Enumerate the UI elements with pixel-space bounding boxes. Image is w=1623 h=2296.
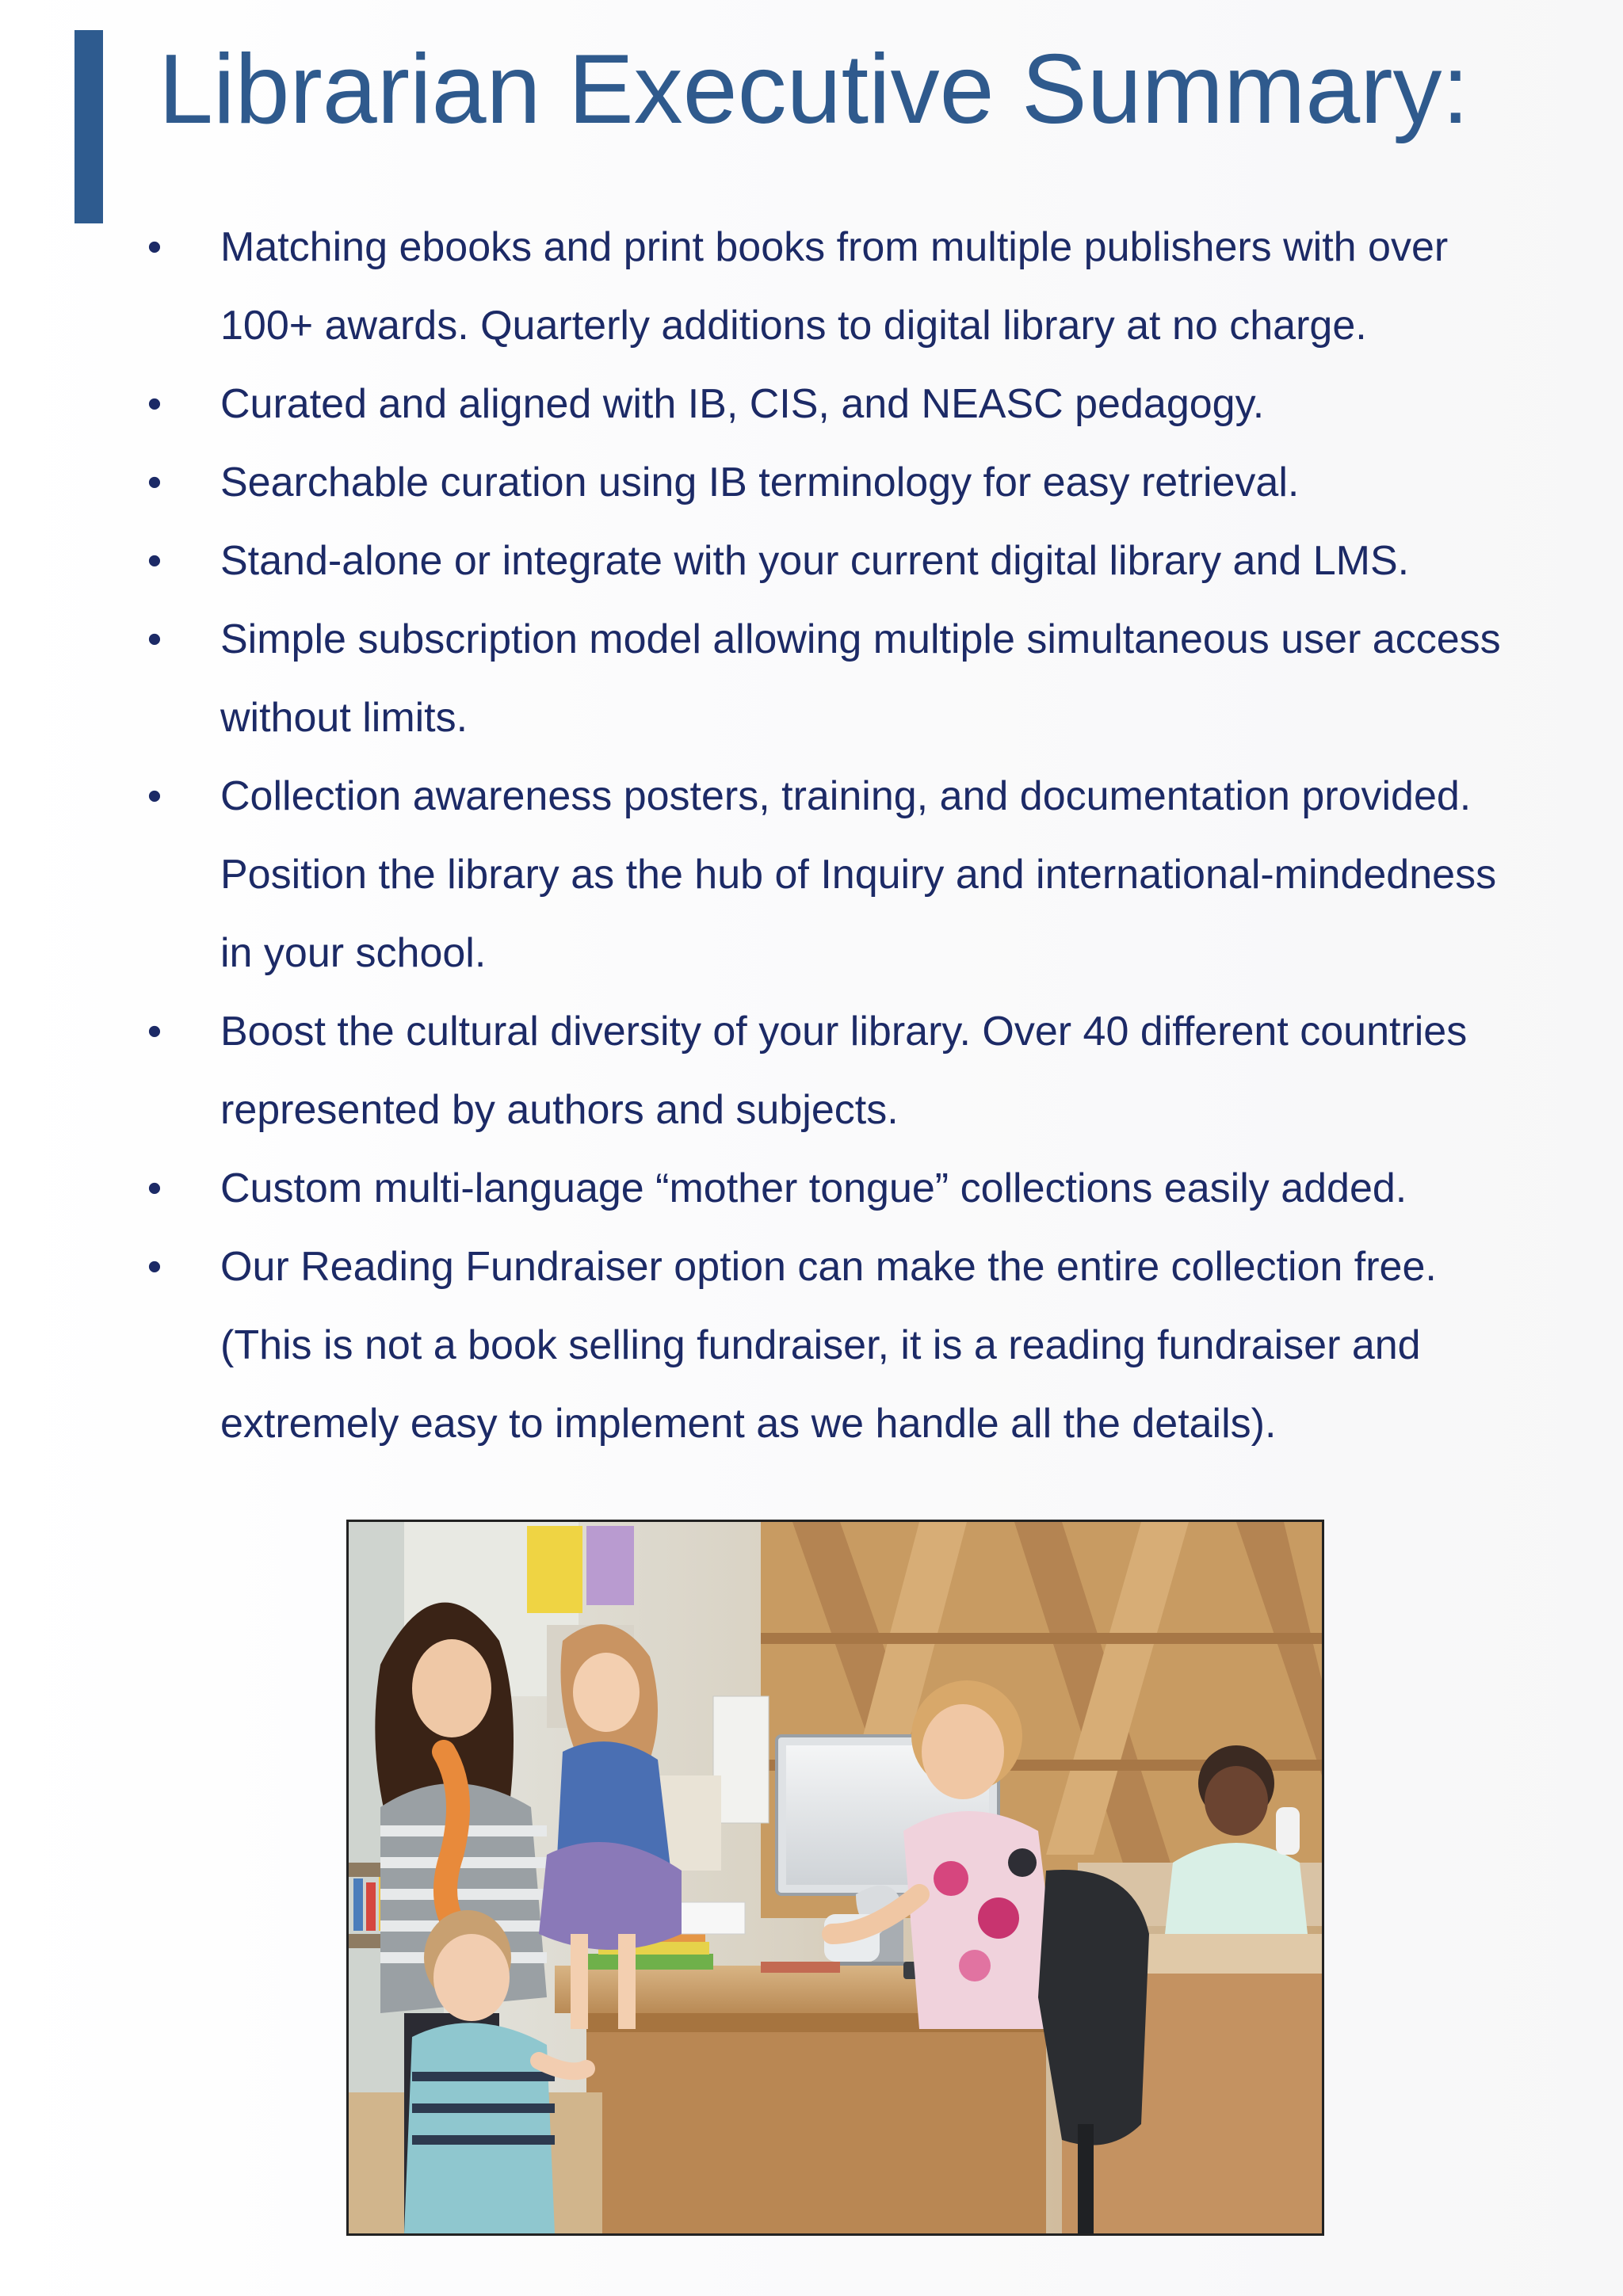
bullet-dot-icon: • (147, 1165, 162, 1211)
bullet-item (143, 522, 1537, 601)
bullet-text: Simple subscription model allowing multiple simultaneous user access without limits. (220, 616, 1501, 741)
bullet-item (143, 757, 1537, 993)
bullet-text: Custom multi-language “mother tongue” collections easily added. (220, 1165, 1407, 1211)
bullet-dot-icon: • (147, 224, 162, 270)
library-scene-illustration (349, 1522, 1322, 2233)
bullet-dot-icon: • (147, 381, 162, 427)
page-title: Librarian Executive Summary: (158, 35, 1469, 144)
bullet-dot-icon: • (147, 1009, 162, 1055)
summary-bullet-list (143, 208, 1537, 1463)
bullet-dot-icon: • (147, 773, 162, 819)
bullet-item (143, 365, 1537, 444)
bullet-text: Stand-alone or integrate with your current digital library and LMS. (220, 538, 1410, 584)
bullet-text: Our Reading Fundraiser option can make the entire collection free. (This is not a book selling fundraiser, it is a reading fundraiser and extremely easy to implement as we handle all the details). (220, 1244, 1437, 1447)
bullet-dot-icon: • (147, 616, 162, 662)
bullet-item (143, 208, 1537, 365)
bullet-text: Searchable curation using IB terminology for easy retrieval. (220, 460, 1300, 505)
bullet-item (143, 1150, 1537, 1228)
bullet-item (143, 601, 1537, 757)
bullet-text: Matching ebooks and print books from multiple publishers with over 100+ awards. Quarterly additions to digital library at no charge. (220, 224, 1449, 349)
bullet-text: Boost the cultural diversity of your library. Over 40 different countries represented by authors and subjects. (220, 1009, 1468, 1133)
bullet-text: Curated and aligned with IB, CIS, and NEASC pedagogy. (220, 381, 1265, 427)
bullet-text: Collection awareness posters, training, and documentation provided. Position the library as the hub of Inquiry and international-mindedness in your school. (220, 773, 1508, 976)
bullet-dot-icon: • (147, 538, 162, 584)
bullet-item (143, 444, 1537, 522)
library-desk-photo (346, 1520, 1324, 2236)
bullet-item (143, 993, 1537, 1150)
bullet-item (143, 1228, 1537, 1463)
bullet-dot-icon: • (147, 460, 162, 505)
bullet-dot-icon: • (147, 1244, 162, 1290)
title-accent-bar (74, 30, 103, 223)
